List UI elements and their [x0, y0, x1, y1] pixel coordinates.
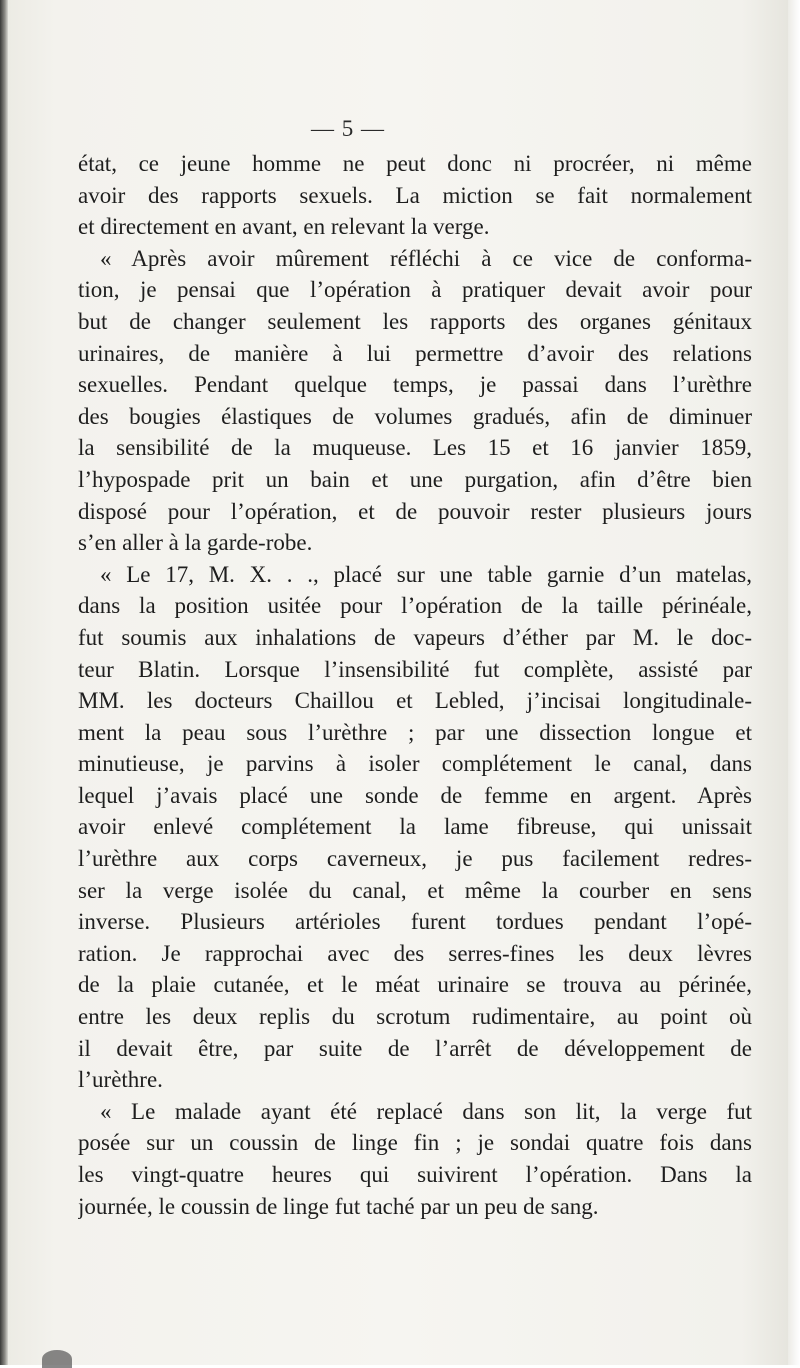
text-line: urinaires, de manière à lui permettre d’avoir des relations: [78, 340, 752, 366]
text-line: « Le malade ayant été replacé dans son lit, la verge fut: [100, 1098, 752, 1124]
text-line: disposé pour l’opération, et de pouvoir rester plusieurs jours: [78, 498, 752, 524]
text-line: l’urèthre aux corps caverneux, je pus facilement redres-: [78, 846, 752, 872]
text-line: entre les deux replis du scrotum rudimentaire, au point où: [78, 1004, 752, 1030]
text-line: les vingt-quatre heures qui suivirent l’opération. Dans la: [78, 1162, 752, 1187]
scan-left-edge: [0, 0, 8, 1365]
text-line: il devait être, par suite de l’arrêt de développement de: [78, 1035, 752, 1061]
text-line: avoir des rapports sexuels. La miction se fait normalement: [78, 182, 752, 208]
text-line: « Après avoir mûrement réfléchi à ce vice de conforma-: [100, 245, 752, 271]
body-text: [78, 148, 752, 1222]
page-number: — 5 —: [311, 116, 385, 141]
text-line: ment la peau sous l’urèthre ; par une dissection longue et: [78, 719, 752, 745]
scan-right-edge: [788, 0, 800, 1365]
text-line: avoir enlevé complétement la lame fibreuse, qui unissait: [78, 814, 752, 840]
text-line: état, ce jeune homme ne peut donc ni procréer, ni même: [78, 151, 752, 176]
text-line: sexuelles. Pendant quelque temps, je passai dans l’urèthre: [78, 372, 752, 398]
text-line: de la plaie cutanée, et le méat urinaire se trouva au périnée,: [78, 972, 752, 998]
text-line: ser la verge isolée du canal, et même la courber en sens: [78, 877, 752, 903]
text-line: l’urèthre.: [78, 1067, 163, 1093]
text-line: s’en aller à la garde-robe.: [78, 530, 313, 556]
text-line: dans la position usitée pour l’opération de la taille périnéale,: [78, 593, 752, 619]
text-line: fut soumis aux inhalations de vapeurs d’éther par M. le doc-: [78, 624, 752, 650]
text-line: minutieuse, je parvins à isoler complétement le canal, dans: [78, 751, 752, 777]
text-line: journée, le coussin de linge fut taché par un peu de sang.: [78, 1193, 599, 1219]
book-page: [8, 0, 788, 1365]
text-line: inverse. Plusieurs artérioles furent tordues pendant l’opé-: [78, 909, 752, 935]
text-line: la sensibilité de la muqueuse. Les 15 et 16 janvier 1859,: [78, 435, 752, 461]
text-line: et directement en avant, en relevant la verge.: [78, 214, 490, 240]
text-line: MM. les docteurs Chaillou et Lebled, j’incisai longitudinale-: [78, 688, 752, 714]
text-line: « Le 17, M. X. . ., placé sur une table garnie d’un matelas,: [100, 561, 752, 587]
text-line: l’hypospade prit un bain et une purgation, afin d’être bien: [78, 466, 752, 492]
text-line: posée sur un coussin de linge fin ; je sondai quatre fois dans: [78, 1130, 752, 1156]
text-line: tion, je pensai que l’opération à pratiquer devait avoir pour: [78, 277, 752, 303]
text-line: teur Blatin. Lorsque l’insensibilité fut complète, assisté par: [78, 656, 752, 682]
ink-blot-mark: [42, 1350, 72, 1368]
text-line: des bougies élastiques de volumes gradués, afin de diminuer: [78, 403, 752, 429]
text-line: lequel j’avais placé une sonde de femme en argent. Après: [78, 782, 752, 808]
text-line: but de changer seulement les rapports des organes génitaux: [78, 308, 752, 334]
text-line: ration. Je rapprochai avec des serres-fines les deux lèvres: [78, 940, 752, 966]
